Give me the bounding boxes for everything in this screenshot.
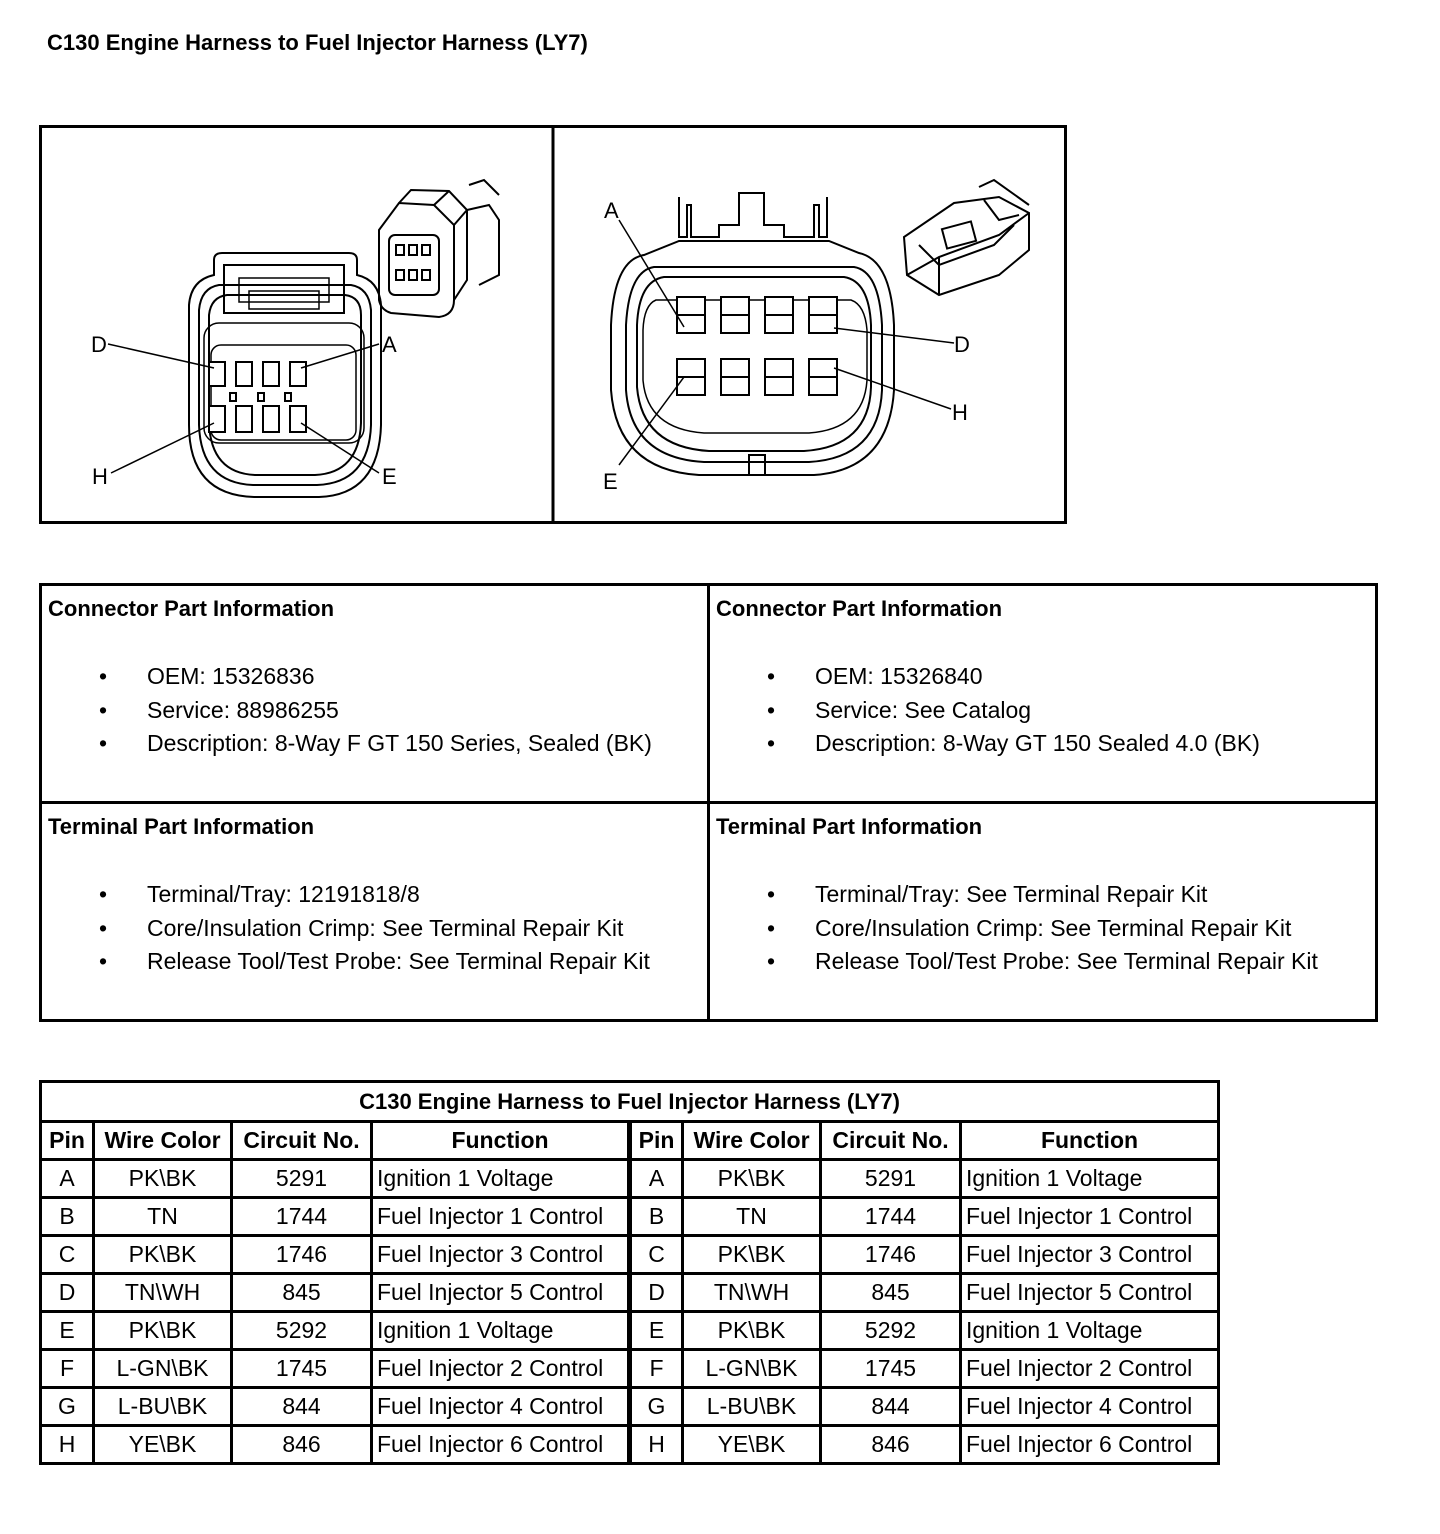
circuit-cell: 844 [821, 1388, 961, 1426]
wire-color-cell: PK\BK [683, 1236, 821, 1274]
wire-color-cell: PK\BK [94, 1312, 232, 1350]
function-cell: Fuel Injector 5 Control [372, 1274, 630, 1312]
list-item: • OEM: 15326836 [99, 660, 652, 694]
function-cell: Fuel Injector 4 Control [961, 1388, 1219, 1426]
right-label-h: H [952, 400, 968, 425]
left-label-e: E [382, 464, 397, 489]
circuit-cell: 1745 [821, 1350, 961, 1388]
circuit-cell: 846 [232, 1426, 372, 1464]
left-connector-info [42, 586, 710, 804]
column-header: Function [961, 1122, 1219, 1160]
left-terminal-info [42, 804, 710, 1019]
table-row [41, 1388, 1219, 1426]
wire-color-cell: L-BU\BK [683, 1388, 821, 1426]
page-title: C130 Engine Harness to Fuel Injector Harness (LY7) [47, 30, 588, 55]
wire-color-cell: PK\BK [94, 1160, 232, 1198]
list-item: • Terminal/Tray: 12191818/8 [99, 878, 650, 912]
list-item: • Terminal/Tray: See Terminal Repair Kit [767, 878, 1318, 912]
wire-color-cell: L-GN\BK [683, 1350, 821, 1388]
column-header: Wire Color [94, 1122, 232, 1160]
pin-table-header-row [41, 1122, 1219, 1160]
wire-color-cell: YE\BK [94, 1426, 232, 1464]
pin-cell: C [630, 1236, 683, 1274]
pin-cell: A [41, 1160, 94, 1198]
right-terminal-info [710, 804, 1375, 1019]
list-item: • Service: See Catalog [767, 694, 1260, 728]
wire-color-cell: L-BU\BK [94, 1388, 232, 1426]
column-header: Circuit No. [232, 1122, 372, 1160]
function-cell: Fuel Injector 6 Control [372, 1426, 630, 1464]
pin-cell: F [630, 1350, 683, 1388]
pin-table [39, 1080, 1220, 1465]
table-row [41, 1350, 1219, 1388]
column-header: Circuit No. [821, 1122, 961, 1160]
right-label-e: E [603, 469, 618, 494]
wire-color-cell: TN [94, 1198, 232, 1236]
circuit-cell: 5291 [232, 1160, 372, 1198]
left-terminal-heading: Terminal Part Information [48, 814, 315, 839]
right-connector-list [767, 660, 1260, 761]
right-connector-info [710, 586, 1375, 804]
left-connector-list [99, 660, 652, 761]
right-terminal-list [767, 878, 1318, 979]
wire-color-cell: TN\WH [683, 1274, 821, 1312]
list-item: • OEM: 15326840 [767, 660, 1260, 694]
list-item: • Core/Insulation Crimp: See Terminal Repair Kit [99, 912, 650, 946]
column-header: Pin [41, 1122, 94, 1160]
pin-cell: H [41, 1426, 94, 1464]
circuit-cell: 5292 [821, 1312, 961, 1350]
circuit-cell: 846 [821, 1426, 961, 1464]
function-cell: Fuel Injector 3 Control [961, 1236, 1219, 1274]
list-item: • Release Tool/Test Probe: See Terminal Repair Kit [99, 945, 650, 979]
column-header: Wire Color [683, 1122, 821, 1160]
circuit-cell: 1744 [821, 1198, 961, 1236]
function-cell: Fuel Injector 1 Control [372, 1198, 630, 1236]
left-terminal-list [99, 878, 650, 979]
pin-cell: G [630, 1388, 683, 1426]
part-information-grid [39, 583, 1378, 1022]
function-cell: Fuel Injector 2 Control [372, 1350, 630, 1388]
circuit-cell: 845 [232, 1274, 372, 1312]
table-row [41, 1198, 1219, 1236]
circuit-cell: 1746 [232, 1236, 372, 1274]
circuit-cell: 5292 [232, 1312, 372, 1350]
wire-color-cell: L-GN\BK [94, 1350, 232, 1388]
function-cell: Ignition 1 Voltage [961, 1160, 1219, 1198]
pin-cell: C [41, 1236, 94, 1274]
list-item: • Release Tool/Test Probe: See Terminal Repair Kit [767, 945, 1318, 979]
list-item: • Service: 88986255 [99, 694, 652, 728]
left-label-h: H [92, 464, 108, 489]
pin-cell: E [41, 1312, 94, 1350]
right-terminal-heading: Terminal Part Information [716, 814, 983, 839]
circuit-cell: 1746 [821, 1236, 961, 1274]
table-row [41, 1312, 1219, 1350]
left-label-d: D [91, 332, 107, 357]
right-label-d: D [954, 332, 970, 357]
pin-cell: B [630, 1198, 683, 1236]
wire-color-cell: TN\WH [94, 1274, 232, 1312]
pin-cell: D [630, 1274, 683, 1312]
pin-cell: F [41, 1350, 94, 1388]
circuit-cell: 1745 [232, 1350, 372, 1388]
wire-color-cell: PK\BK [683, 1160, 821, 1198]
function-cell: Fuel Injector 1 Control [961, 1198, 1219, 1236]
table-row [41, 1236, 1219, 1274]
function-cell: Fuel Injector 5 Control [961, 1274, 1219, 1312]
wire-color-cell: TN [683, 1198, 821, 1236]
table-row [41, 1274, 1219, 1312]
function-cell: Ignition 1 Voltage [372, 1160, 630, 1198]
pin-cell: H [630, 1426, 683, 1464]
column-header: Pin [630, 1122, 683, 1160]
function-cell: Fuel Injector 2 Control [961, 1350, 1219, 1388]
table-row [41, 1426, 1219, 1464]
right-connector-heading: Connector Part Information [716, 596, 1003, 621]
list-item: • Description: 8-Way F GT 150 Series, Sealed (BK) [99, 727, 652, 761]
circuit-cell: 1744 [232, 1198, 372, 1236]
function-cell: Ignition 1 Voltage [372, 1312, 630, 1350]
connector-diagram [39, 125, 1067, 524]
left-connector-heading: Connector Part Information [48, 596, 335, 621]
right-label-a: A [604, 198, 619, 223]
pin-cell: A [630, 1160, 683, 1198]
wire-color-cell: PK\BK [94, 1236, 232, 1274]
function-cell: Ignition 1 Voltage [961, 1312, 1219, 1350]
list-item: • Core/Insulation Crimp: See Terminal Repair Kit [767, 912, 1318, 946]
function-cell: Fuel Injector 6 Control [961, 1426, 1219, 1464]
pin-cell: G [41, 1388, 94, 1426]
pin-cell: B [41, 1198, 94, 1236]
table-row [41, 1160, 1219, 1198]
pin-table-caption: C130 Engine Harness to Fuel Injector Harness (LY7) [41, 1082, 1219, 1122]
list-item: • Description: 8-Way GT 150 Sealed 4.0 (BK) [767, 727, 1260, 761]
circuit-cell: 5291 [821, 1160, 961, 1198]
pin-cell: E [630, 1312, 683, 1350]
wire-color-cell: YE\BK [683, 1426, 821, 1464]
function-cell: Fuel Injector 3 Control [372, 1236, 630, 1274]
circuit-cell: 844 [232, 1388, 372, 1426]
column-header: Function [372, 1122, 630, 1160]
wire-color-cell: PK\BK [683, 1312, 821, 1350]
left-label-a: A [382, 332, 397, 357]
function-cell: Fuel Injector 4 Control [372, 1388, 630, 1426]
pin-cell: D [41, 1274, 94, 1312]
circuit-cell: 845 [821, 1274, 961, 1312]
